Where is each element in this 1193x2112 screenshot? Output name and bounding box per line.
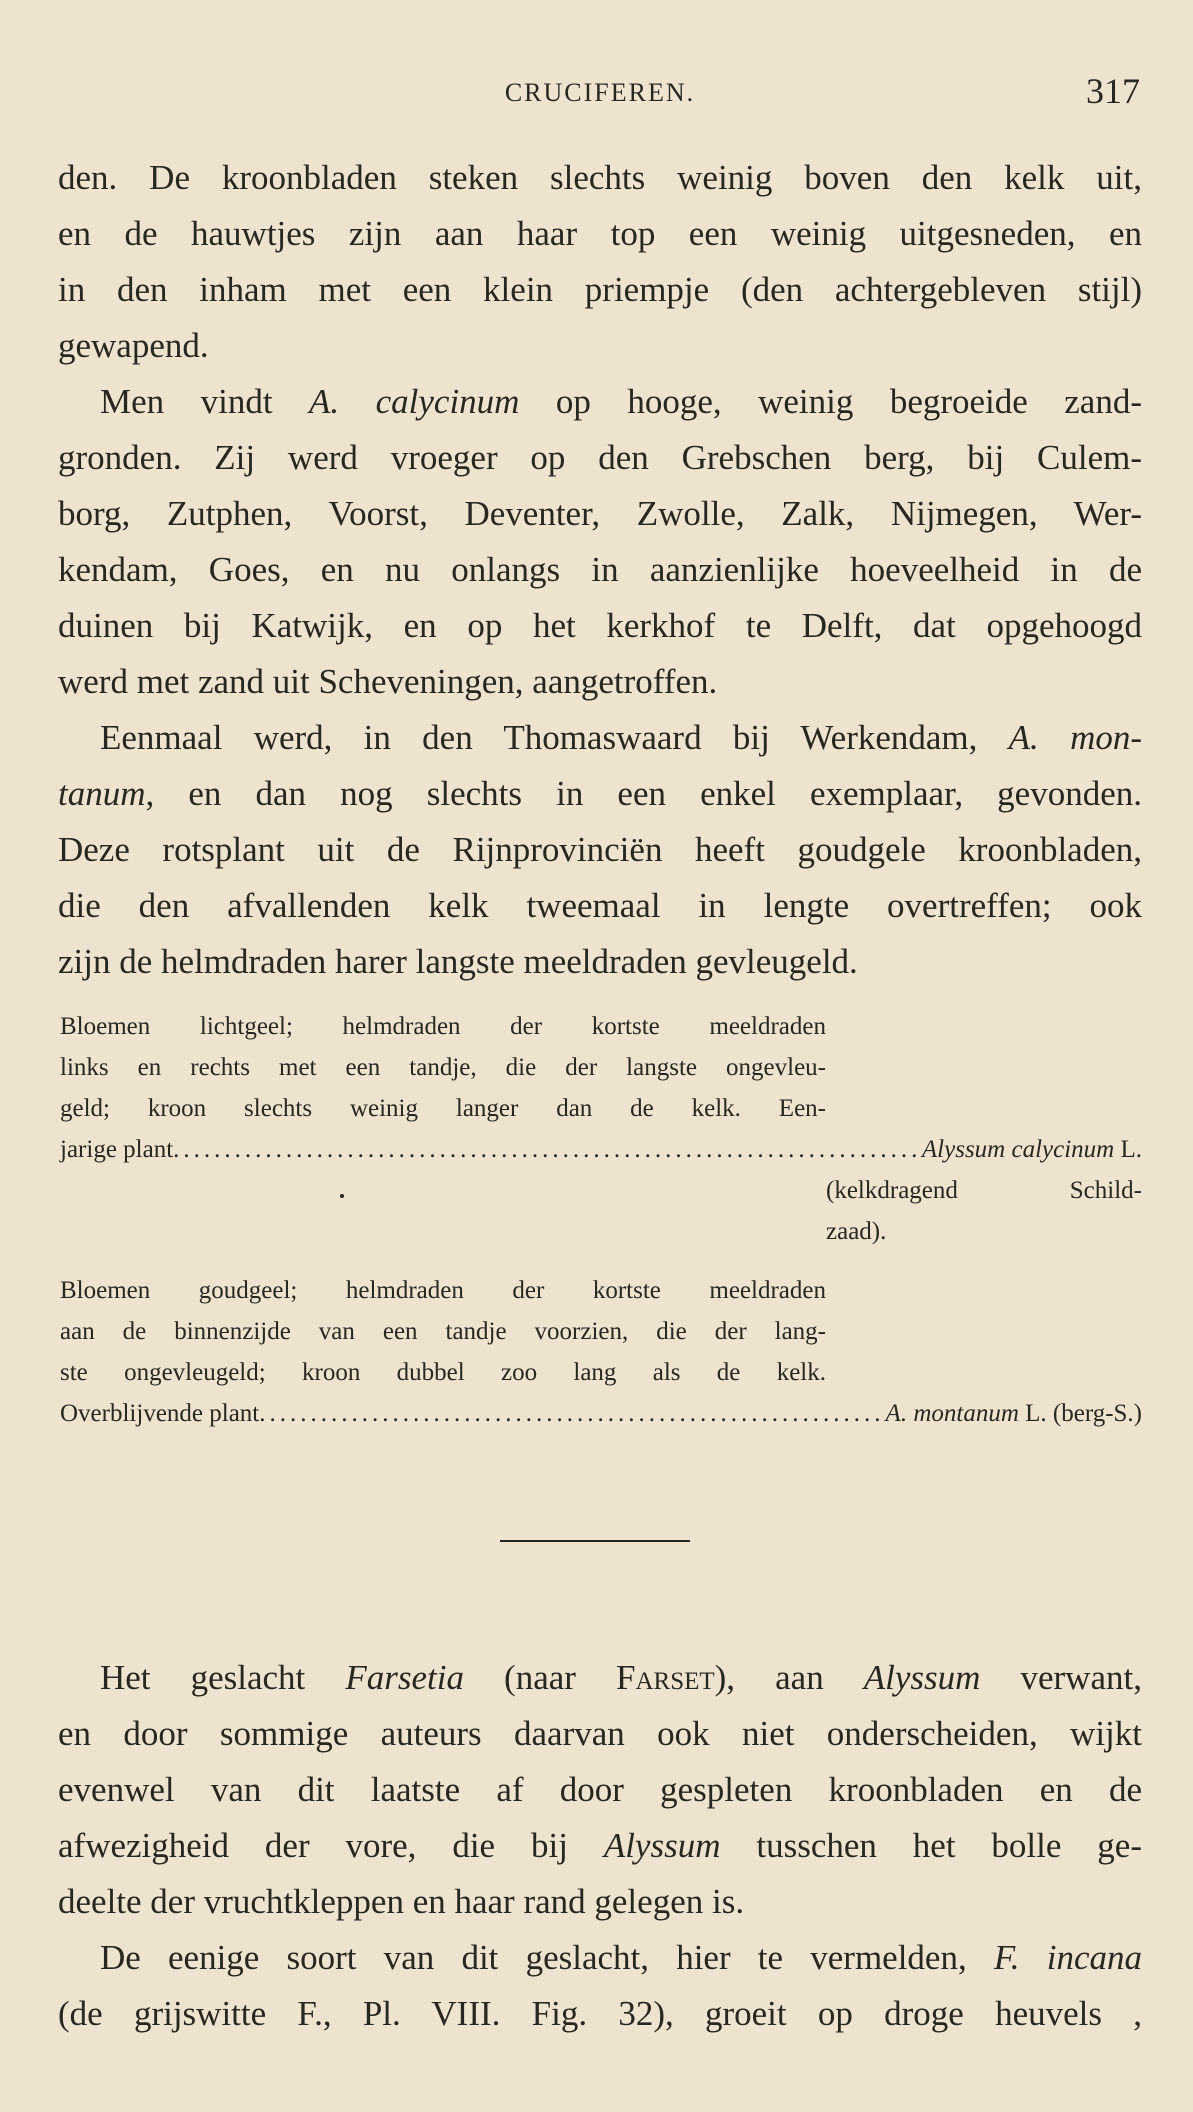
text-line: evenwel van dit laatste af door gespleten kroonbladen en de xyxy=(58,1770,1142,1809)
text-line: kendam, Goes, en nu onlangs in aanzienlijke hoeveelheid in de xyxy=(58,550,1142,589)
key-entry xyxy=(60,1270,1142,1434)
text-line: en de hauwtjes zijn aan haar top een weinig uitgesneden, en xyxy=(58,214,1142,253)
text-line: zijn de helmdraden harer langste meeldraden gevleugeld. xyxy=(58,942,858,981)
page-header xyxy=(60,70,1140,120)
text-line: en door sommige auteurs daarvan ook niet onderscheiden, wijkt xyxy=(58,1714,1142,1753)
text-line: in den inham met een klein priempje (den achtergebleven stijl) xyxy=(58,270,1142,309)
paragraph-2 xyxy=(58,374,1142,710)
key-text-line: ste ongevleugeld; kroon dubbel zoo lang als de kelk. xyxy=(60,1359,826,1386)
text-line: Deze rotsplant uit de Rijnprovinciën heeft goudgele kroonbladen, xyxy=(58,830,1142,869)
key-text-line: links en rechts met een tandje, die der langste ongevleu- xyxy=(60,1054,826,1081)
text-line: gronden. Zij werd vroeger op den Grebschen berg, bij Culem- xyxy=(58,438,1142,477)
text-line: tanum, en dan nog slechts in een enkel exemplaar, gevonden. xyxy=(58,774,1142,813)
paragraph-5 xyxy=(58,1930,1142,2042)
key-text-line: geld; kroon slechts weinig langer dan de kelk. Een- xyxy=(60,1095,826,1122)
text-line: deelte der vruchtkleppen en haar rand gelegen is. xyxy=(58,1882,745,1921)
key-text-line: Bloemen goudgeel; helmdraden der kortste meeldraden xyxy=(60,1277,826,1304)
key-common-name: (kelkdragend Schild- xyxy=(826,1177,1142,1204)
determination-key xyxy=(60,1006,1142,1434)
key-text-line: Overblijvende plant xyxy=(60,1400,260,1427)
text-line: borg, Zutphen, Voorst, Deventer, Zwolle, Zalk, Nijmegen, Wer- xyxy=(58,494,1142,533)
key-text-line: aan de binnenzijde van een tandje voorzien, die der lang- xyxy=(60,1318,826,1345)
text-line: Men vindt A. calycinum op hooge, weinig begroeide zand- xyxy=(100,382,1142,421)
key-text-line: jarige plant xyxy=(60,1136,174,1163)
text-line: die den afvallenden kelk tweemaal in lengte overtreffen; ook xyxy=(58,886,1142,925)
text-line: afwezigheid der vore, die bij Alyssum tusschen het bolle ge- xyxy=(58,1826,1142,1865)
paragraph-1 xyxy=(58,150,1142,374)
leader-dots xyxy=(259,1393,885,1434)
text-line: Het geslacht Farsetia (naar Farset), aan Alyssum verwant, xyxy=(100,1658,1142,1697)
key-entry xyxy=(60,1006,1142,1252)
key-common-name: zaad). xyxy=(826,1218,887,1245)
print-speck xyxy=(340,1194,344,1198)
page-number: 317 xyxy=(1086,71,1140,111)
paragraph-3 xyxy=(58,710,1142,990)
key-species: Alyssum calycinum L. xyxy=(921,1136,1142,1163)
text-line: (de grijswitte F., Pl. VIII. Fig. 32), groeit op droge heuvels , xyxy=(58,1994,1142,2033)
text-line: Eenmaal werd, in den Thomaswaard bij Werkendam, A. mon- xyxy=(100,718,1142,757)
text-line: De eenige soort van dit geslacht, hier te vermelden, F. incana xyxy=(100,1938,1142,1977)
section-rule xyxy=(500,1540,690,1542)
text-line: duinen bij Katwijk, en op het kerkhof te Delft, dat opgehoogd xyxy=(58,606,1142,645)
key-species: A. montanum L. (berg-S.) xyxy=(885,1400,1142,1427)
running-title: CRUCIFEREN. xyxy=(504,78,696,107)
text-line: werd met zand uit Scheveningen, aangetroffen. xyxy=(58,662,718,701)
key-text-line: Bloemen lichtgeel; helmdraden der kortste meeldraden xyxy=(60,1013,826,1040)
leader-dots xyxy=(173,1129,922,1170)
paragraph-4 xyxy=(58,1650,1142,1930)
text-line: gewapend. xyxy=(58,326,209,365)
text-line: den. De kroonbladen steken slechts weinig boven den kelk uit, xyxy=(58,158,1142,197)
